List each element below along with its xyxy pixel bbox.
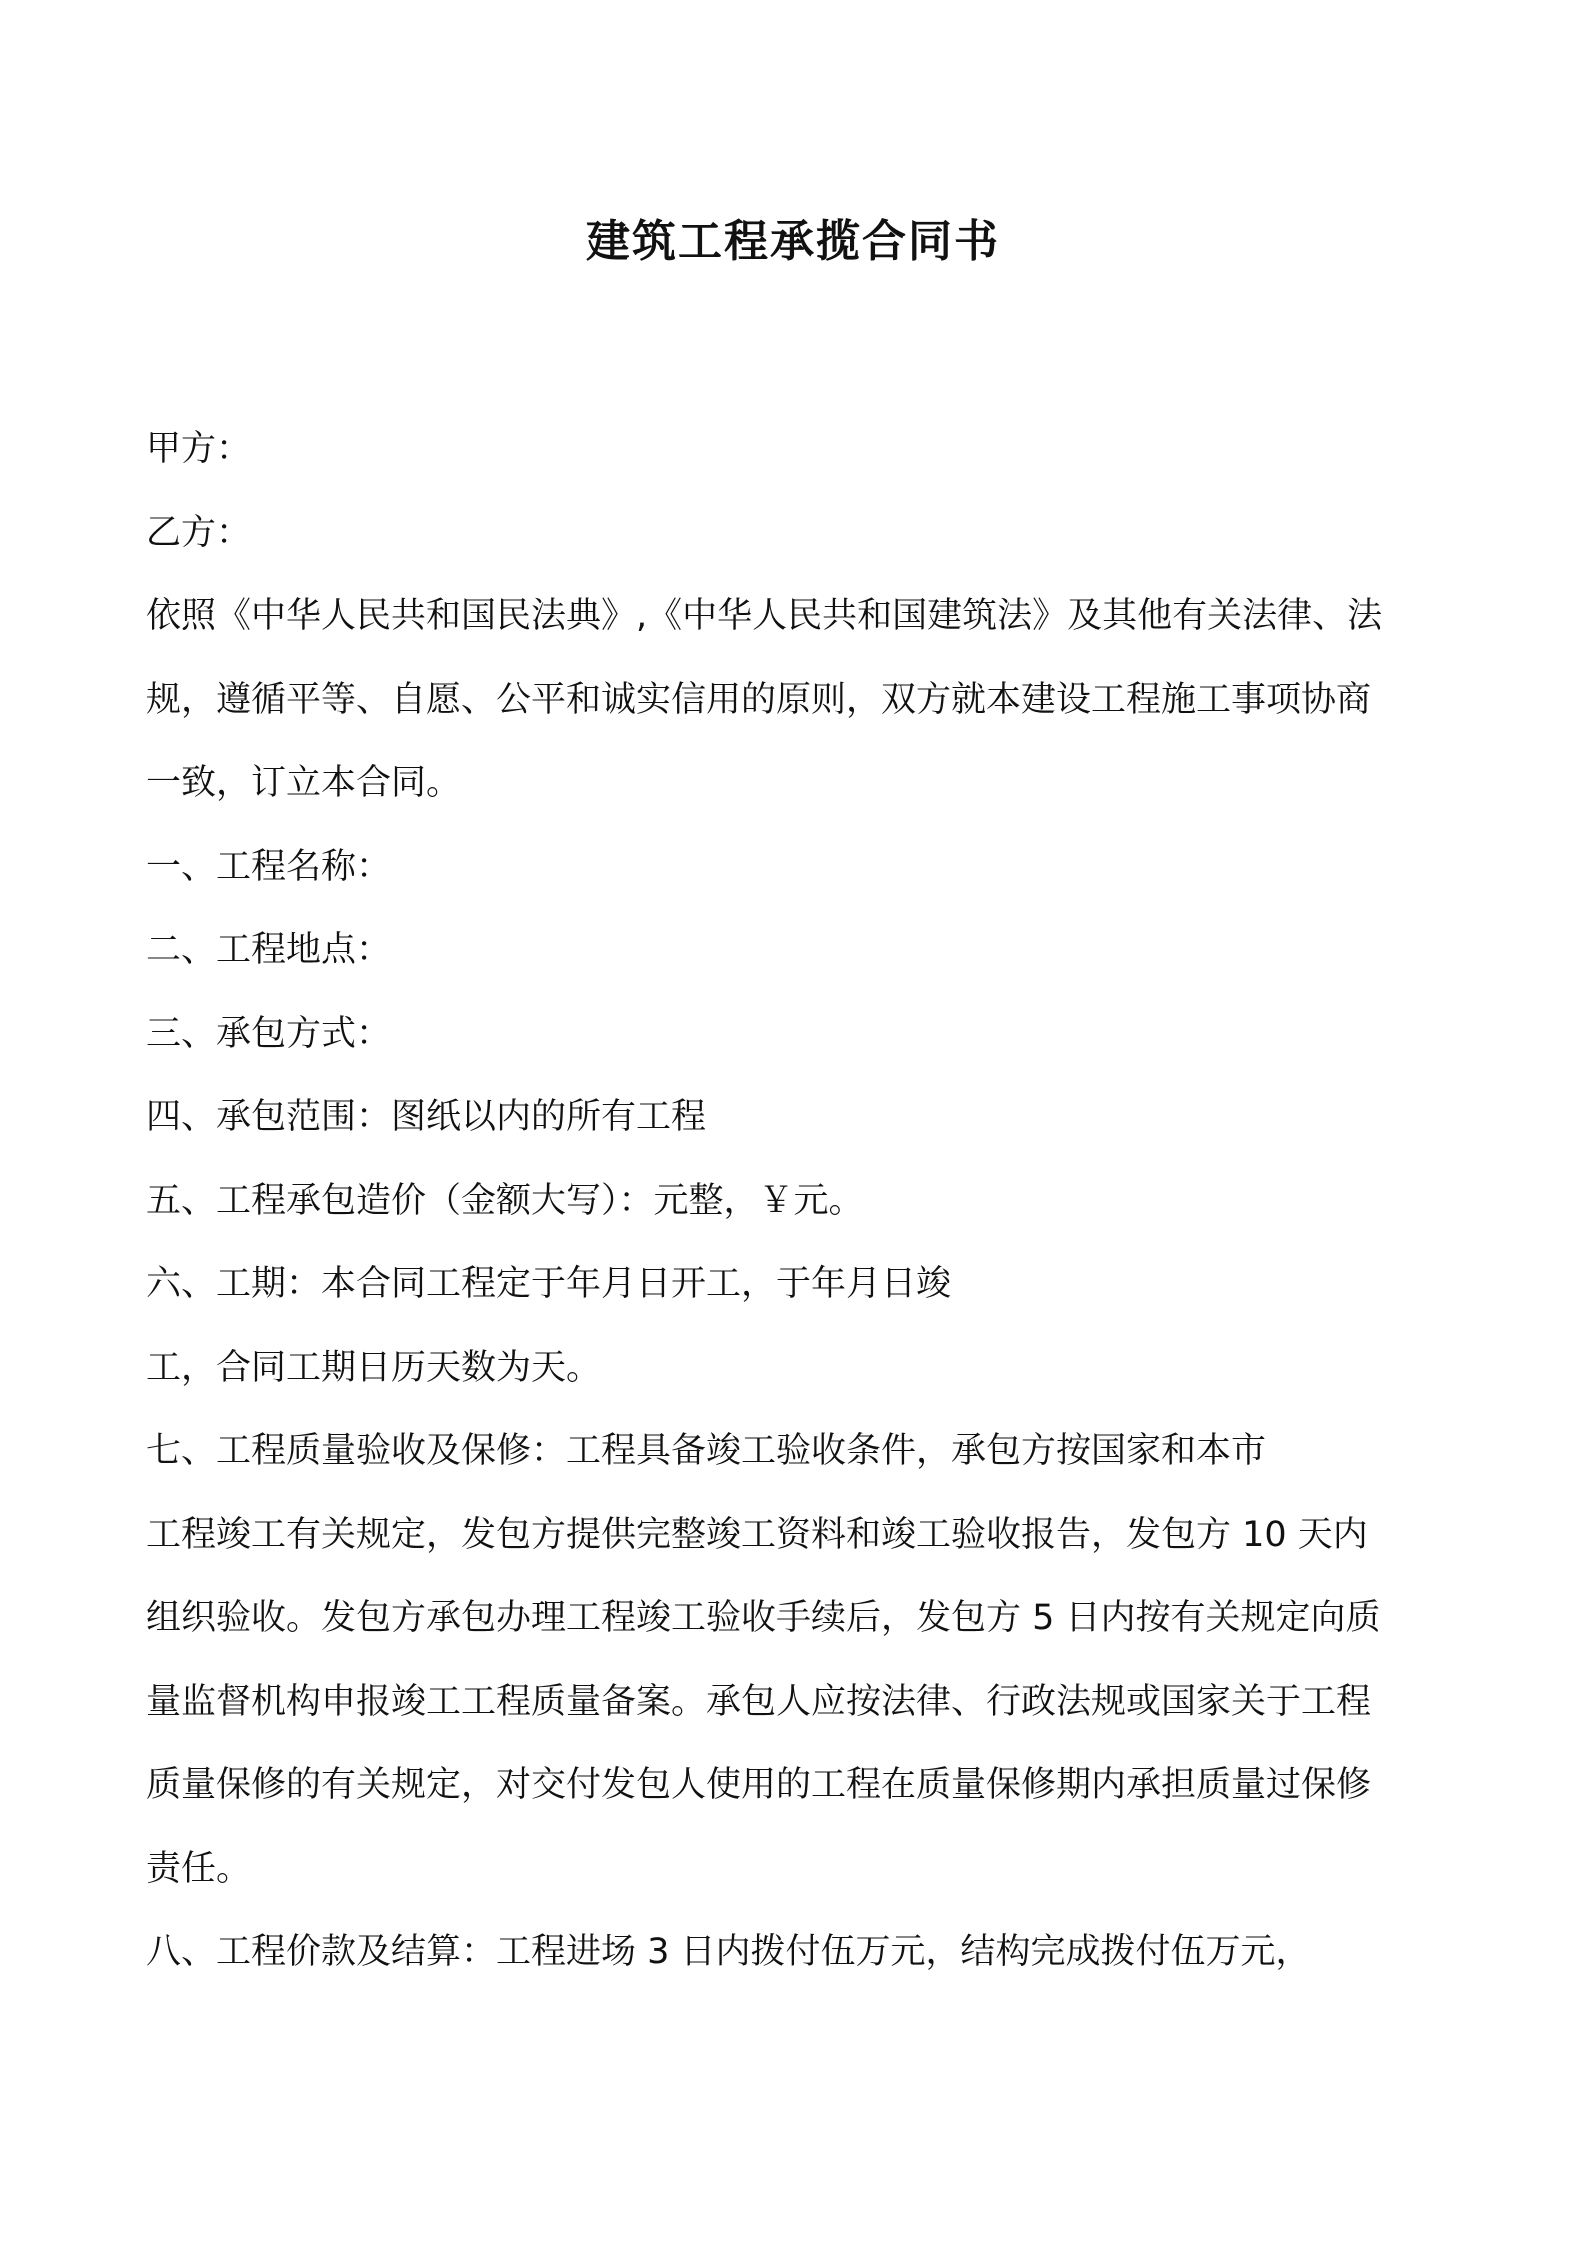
party-b-line: 乙方：: [146, 512, 252, 553]
document-body: [146, 408, 1446, 1995]
clause-schedule: 六、工期：本合同工程定于年月日开工，于年月日竣: [146, 1264, 952, 1304]
clause-acceptance-warranty: 组织验收。发包方承包办理工程竣工验收手续后，发包方 5 日内按有关规定向质: [146, 1598, 1381, 1638]
clause-contract-price: 五、工程承包造价（金额大写）：元整，￥元。: [146, 1180, 864, 1221]
clause-acceptance-warranty: 七、工程质量验收及保修：工程具备竣工验收条件，承包方按国家和本市: [146, 1431, 1267, 1471]
clause-acceptance-warranty: 工程竣工有关规定，发包方提供完整竣工资料和竣工验收报告，发包方 10 天内: [146, 1514, 1368, 1555]
clause-schedule: 工，合同工期日历天数为天。: [146, 1347, 602, 1388]
clause-project-name: 一、工程名称：: [146, 846, 392, 887]
preamble-line: 一致，订立本合同。: [146, 763, 462, 803]
clause-acceptance-warranty: 量监督机构申报竣工工程质量备案。承包人应按法律、行政法规或国家关于工程: [146, 1681, 1372, 1722]
preamble-line: 规，遵循平等、自愿、公平和诚实信用的原则，双方就本建设工程施工事项协商: [146, 679, 1372, 720]
clause-contract-scope: 四、承包范围：图纸以内的所有工程: [146, 1097, 707, 1137]
document-title: 建筑工程承揽合同书: [586, 216, 1000, 267]
clause-contract-method: 三、承包方式：: [146, 1013, 392, 1054]
clause-project-location: 二、工程地点：: [146, 930, 392, 970]
preamble-line: 依照《中华人民共和国民法典》,《中华人民共和国建筑法》及其他有关法律、法: [146, 596, 1383, 636]
clause-acceptance-warranty: 质量保修的有关规定，对交付发包人使用的工程在质量保修期内承担质量过保修: [146, 1765, 1372, 1805]
party-a-line: 甲方：: [146, 429, 252, 469]
clause-payment-settlement: 八、工程价款及结算：工程进场 3 日内拨付伍万元，结构完成拨付伍万元，: [146, 1932, 1311, 1972]
clause-acceptance-warranty: 责任。: [146, 1848, 252, 1889]
